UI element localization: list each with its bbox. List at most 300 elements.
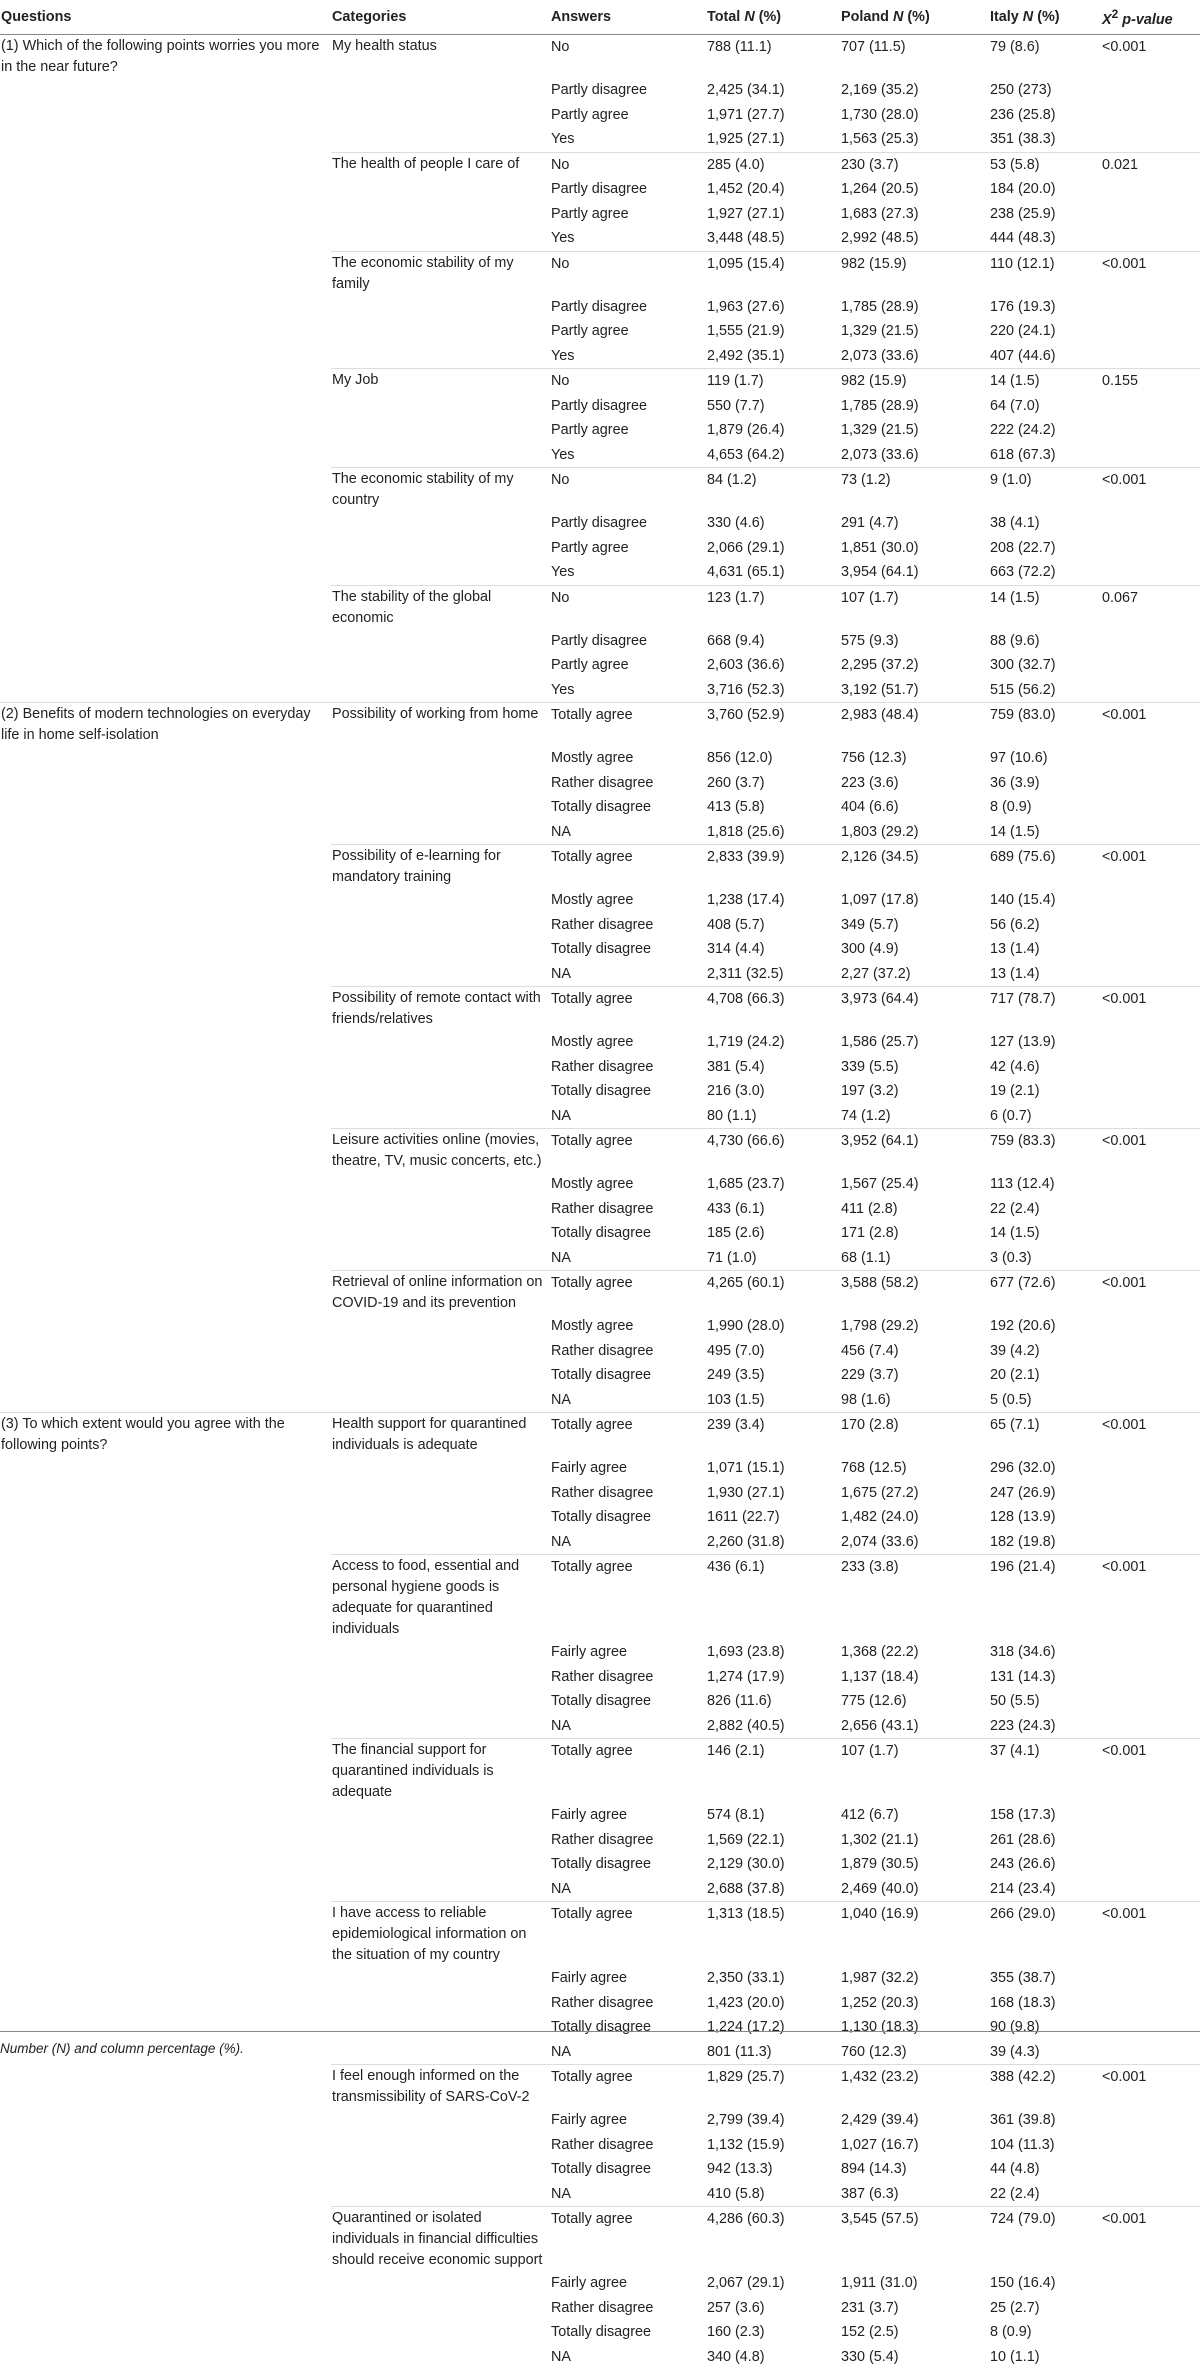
italy-cell: 208 (22.7) [989,536,1101,561]
empty-cell [0,937,331,962]
table-row [0,1456,1200,1481]
poland-cell: 1,911 (31.0) [840,2271,989,2296]
italy-cell: 192 (20.6) [989,1314,1101,1339]
table-row [0,394,1200,419]
total-cell: 550 (7.7) [706,394,840,419]
answer-cell: Rather disagree [550,1055,706,1080]
empty-cell [1101,629,1200,654]
table-row [0,1481,1200,1506]
empty-cell [0,678,331,703]
poland-cell: 982 (15.9) [840,369,989,394]
empty-cell [0,1055,331,1080]
poland-cell: 1,798 (29.2) [840,1314,989,1339]
total-cell: 1,274 (17.9) [706,1665,840,1690]
answer-cell: Partly agree [550,536,706,561]
total-cell: 123 (1.7) [706,585,840,629]
empty-cell [0,913,331,938]
answer-cell: Mostly agree [550,746,706,771]
total-cell: 314 (4.4) [706,937,840,962]
table-row [0,820,1200,845]
empty-cell [0,1339,331,1364]
empty-cell [331,2015,550,2040]
answer-cell: No [550,468,706,512]
empty-cell [0,152,331,177]
table-row [0,2015,1200,2040]
total-cell: 2,067 (29.1) [706,2271,840,2296]
table-row [0,1852,1200,1877]
empty-cell [0,1197,331,1222]
table-row [0,1079,1200,1104]
empty-cell [331,1055,550,1080]
italy-cell: 131 (14.3) [989,1665,1101,1690]
table-row [0,678,1200,703]
poland-cell: 1,329 (21.5) [840,319,989,344]
total-cell: 1,569 (22.1) [706,1828,840,1853]
total-cell: 4,286 (60.3) [706,2207,840,2272]
poland-cell: 1,987 (32.2) [840,1966,989,1991]
italy-cell: 37 (4.1) [989,1739,1101,1804]
total-cell: 574 (8.1) [706,1803,840,1828]
table-row [0,585,1200,629]
total-cell: 1,818 (25.6) [706,820,840,845]
empty-cell [1101,1172,1200,1197]
table-row [0,251,1200,295]
answer-cell: Fairly agree [550,1966,706,1991]
empty-cell [1101,1966,1200,1991]
italy-cell: 22 (2.4) [989,1197,1101,1222]
empty-cell [331,1363,550,1388]
empty-cell [331,177,550,202]
table-row [0,468,1200,512]
table-row [0,1689,1200,1714]
answer-cell: Mostly agree [550,1172,706,1197]
empty-cell [0,1852,331,1877]
table-row [0,202,1200,227]
poland-cell: 456 (7.4) [840,1339,989,1364]
pvalue-cell: 0.155 [1101,369,1200,394]
empty-cell [331,511,550,536]
empty-cell [1101,820,1200,845]
answer-cell: Partly agree [550,202,706,227]
poland-cell: 1,329 (21.5) [840,418,989,443]
empty-cell [1101,1104,1200,1129]
empty-cell [0,1172,331,1197]
answer-cell: Rather disagree [550,913,706,938]
table-row [0,2108,1200,2133]
answer-cell: Fairly agree [550,1803,706,1828]
empty-cell [0,2182,331,2207]
total-cell: 408 (5.7) [706,913,840,938]
pvalue-cell: <0.001 [1101,2065,1200,2109]
total-cell: 119 (1.7) [706,369,840,394]
italy-cell: 20 (2.1) [989,1363,1101,1388]
category-cell: Possibility of e-learning for mandatory training [331,845,550,889]
italy-cell: 150 (16.4) [989,2271,1101,2296]
empty-cell [331,962,550,987]
total-cell: 1,829 (25.7) [706,2065,840,2109]
italy-cell: 236 (25.8) [989,103,1101,128]
table-row [0,1991,1200,2016]
empty-cell [1101,202,1200,227]
poland-cell: 3,545 (57.5) [840,2207,989,2272]
answer-cell: No [550,35,706,79]
poland-cell: 107 (1.7) [840,585,989,629]
italy-cell: 724 (79.0) [989,2207,1101,2272]
header-italy: Italy N (%) [989,0,1101,35]
pvalue-cell: <0.001 [1101,1271,1200,1315]
empty-cell [331,1246,550,1271]
poland-cell: 412 (6.7) [840,1803,989,1828]
empty-cell [0,418,331,443]
poland-cell: 3,973 (64.4) [840,987,989,1031]
answer-cell: Totally agree [550,703,706,747]
pvalue-cell: <0.001 [1101,251,1200,295]
empty-cell [331,295,550,320]
empty-cell [0,746,331,771]
total-cell: 2,425 (34.1) [706,78,840,103]
answer-cell: Partly agree [550,103,706,128]
poland-cell: 2,169 (35.2) [840,78,989,103]
table-row [0,1665,1200,1690]
empty-cell [331,1828,550,1853]
empty-cell [1101,2345,1200,2369]
empty-cell [0,1877,331,1902]
table-row [0,1828,1200,1853]
pvalue-cell: 0.021 [1101,152,1200,177]
empty-cell [1101,1530,1200,1555]
empty-cell [1101,1991,1200,2016]
empty-cell [0,177,331,202]
italy-cell: 88 (9.6) [989,629,1101,654]
empty-cell [1101,319,1200,344]
empty-cell [0,1902,331,1967]
poland-cell: 404 (6.6) [840,795,989,820]
table-row [0,1129,1200,1173]
empty-cell [0,2207,331,2272]
empty-cell [0,1079,331,1104]
empty-cell [0,560,331,585]
answer-cell: Rather disagree [550,1339,706,1364]
answer-cell: Fairly agree [550,2108,706,2133]
italy-cell: 176 (19.3) [989,295,1101,320]
empty-cell [1101,295,1200,320]
italy-cell: 407 (44.6) [989,344,1101,369]
category-cell: Retrieval of online information on COVID-19 and its prevention [331,1271,550,1315]
empty-cell [1101,795,1200,820]
empty-cell [1101,1689,1200,1714]
empty-cell [1101,1197,1200,1222]
answer-cell: No [550,585,706,629]
empty-cell [0,1456,331,1481]
total-cell: 2,260 (31.8) [706,1530,840,1555]
empty-cell [0,319,331,344]
header-poland: Poland N (%) [840,0,989,35]
table-body [0,35,1200,2369]
italy-cell: 50 (5.5) [989,1689,1101,1714]
table-row [0,845,1200,889]
poland-cell: 3,588 (58.2) [840,1271,989,1315]
poland-cell: 1,675 (27.2) [840,1481,989,1506]
answer-cell: No [550,251,706,295]
italy-cell: 65 (7.1) [989,1413,1101,1457]
table-row [0,1530,1200,1555]
total-cell: 1,132 (15.9) [706,2133,840,2158]
empty-cell [0,653,331,678]
total-cell: 433 (6.1) [706,1197,840,1222]
empty-cell [1101,913,1200,938]
total-cell: 668 (9.4) [706,629,840,654]
answer-cell: Rather disagree [550,1991,706,2016]
table-row [0,103,1200,128]
empty-cell [1101,536,1200,561]
empty-cell [331,1966,550,1991]
empty-cell [0,1739,331,1804]
empty-cell [1101,1505,1200,1530]
poland-cell: 74 (1.2) [840,1104,989,1129]
italy-cell: 243 (26.6) [989,1852,1101,1877]
italy-cell: 104 (11.3) [989,2133,1101,2158]
total-cell: 856 (12.0) [706,746,840,771]
empty-cell [1101,1714,1200,1739]
answer-cell: NA [550,2040,706,2065]
total-cell: 2,799 (39.4) [706,2108,840,2133]
category-cell: Possibility of working from home [331,703,550,747]
table-row [0,771,1200,796]
table-row [0,703,1200,747]
total-cell: 1,071 (15.1) [706,1456,840,1481]
table-row [0,1739,1200,1804]
total-cell: 1,685 (23.7) [706,1172,840,1197]
table-row [0,226,1200,251]
italy-cell: 140 (15.4) [989,888,1101,913]
table-row [0,344,1200,369]
poland-cell: 1,730 (28.0) [840,103,989,128]
total-cell: 3,448 (48.5) [706,226,840,251]
italy-cell: 56 (6.2) [989,913,1101,938]
table-row [0,443,1200,468]
empty-cell [0,226,331,251]
empty-cell [0,1388,331,1413]
empty-cell [331,1388,550,1413]
table-row [0,1388,1200,1413]
empty-cell [0,1221,331,1246]
poland-cell: 1,586 (25.7) [840,1030,989,1055]
table-row [0,1555,1200,1641]
poland-cell: 330 (5.4) [840,2345,989,2369]
category-cell: My Job [331,369,550,394]
italy-cell: 214 (23.4) [989,1877,1101,1902]
italy-cell: 618 (67.3) [989,443,1101,468]
total-cell: 1,930 (27.1) [706,1481,840,1506]
total-cell: 257 (3.6) [706,2296,840,2321]
empty-cell [0,2133,331,2158]
table-row [0,795,1200,820]
total-cell: 1,693 (23.8) [706,1640,840,1665]
total-cell: 80 (1.1) [706,1104,840,1129]
table-row [0,1339,1200,1364]
italy-cell: 677 (72.6) [989,1271,1101,1315]
answer-cell: NA [550,962,706,987]
italy-cell: 222 (24.2) [989,418,1101,443]
empty-cell [331,746,550,771]
total-cell: 4,730 (66.6) [706,1129,840,1173]
empty-cell [331,629,550,654]
empty-cell [0,845,331,889]
answer-cell: Rather disagree [550,1665,706,1690]
empty-cell [1101,1803,1200,1828]
total-cell: 3,760 (52.9) [706,703,840,747]
answer-cell: Partly disagree [550,394,706,419]
total-cell: 2,882 (40.5) [706,1714,840,1739]
italy-cell: 5 (0.5) [989,1388,1101,1413]
empty-cell [0,1555,331,1641]
italy-cell: 261 (28.6) [989,1828,1101,1853]
total-cell: 160 (2.3) [706,2320,840,2345]
table-row [0,511,1200,536]
answer-cell: NA [550,1104,706,1129]
italy-cell: 759 (83.3) [989,1129,1101,1173]
empty-cell [331,1852,550,1877]
empty-cell [0,468,331,512]
total-cell: 2,066 (29.1) [706,536,840,561]
answer-cell: Yes [550,678,706,703]
empty-cell [1101,2320,1200,2345]
italy-cell: 296 (32.0) [989,1456,1101,1481]
empty-cell [331,344,550,369]
italy-cell: 64 (7.0) [989,394,1101,419]
empty-cell [1101,1388,1200,1413]
italy-cell: 127 (13.9) [989,1030,1101,1055]
empty-cell [0,536,331,561]
answer-cell: Totally disagree [550,1689,706,1714]
empty-cell [331,560,550,585]
empty-cell [331,1079,550,1104]
poland-cell: 291 (4.7) [840,511,989,536]
poland-cell: 152 (2.5) [840,2320,989,2345]
empty-cell [0,2015,331,2040]
italy-cell: 19 (2.1) [989,1079,1101,1104]
pvalue-cell: <0.001 [1101,845,1200,889]
table-row [0,1172,1200,1197]
table-row [0,1030,1200,1055]
empty-cell [1101,127,1200,152]
empty-cell [0,2345,331,2369]
empty-cell [1101,2182,1200,2207]
poland-cell: 1,851 (30.0) [840,536,989,561]
poland-cell: 2,073 (33.6) [840,344,989,369]
empty-cell [1101,1055,1200,1080]
italy-cell: 158 (17.3) [989,1803,1101,1828]
italy-cell: 355 (38.7) [989,1966,1101,1991]
table-row [0,2271,1200,2296]
answer-cell: Totally agree [550,1739,706,1804]
table-row [0,2133,1200,2158]
empty-cell [331,771,550,796]
empty-cell [331,2108,550,2133]
empty-cell [331,1030,550,1055]
total-cell: 1,555 (21.9) [706,319,840,344]
footer-rule [0,2031,1200,2032]
poland-cell: 1,264 (20.5) [840,177,989,202]
empty-cell [331,1877,550,1902]
category-cell: Health support for quarantined individuals is adequate [331,1413,550,1457]
empty-cell [331,418,550,443]
italy-cell: 6 (0.7) [989,1104,1101,1129]
empty-cell [0,1803,331,1828]
empty-cell [1101,1030,1200,1055]
empty-cell [1101,1221,1200,1246]
empty-cell [1101,2296,1200,2321]
table-row [0,937,1200,962]
empty-cell [331,1104,550,1129]
header-answers: Answers [550,0,706,35]
answer-cell: Totally agree [550,2065,706,2109]
answer-cell: Rather disagree [550,1197,706,1222]
poland-cell: 1,302 (21.1) [840,1828,989,1853]
pvalue-cell: <0.001 [1101,703,1200,747]
table-row [0,1966,1200,1991]
empty-cell [0,1505,331,1530]
answer-cell: Totally disagree [550,1852,706,1877]
empty-cell [0,1530,331,1555]
italy-cell: 44 (4.8) [989,2157,1101,2182]
poland-cell: 1,482 (24.0) [840,1505,989,1530]
empty-cell [0,2157,331,2182]
empty-cell [1101,1363,1200,1388]
answer-cell: Totally disagree [550,795,706,820]
total-cell: 1,224 (17.2) [706,2015,840,2040]
empty-cell [1101,344,1200,369]
table-row [0,1197,1200,1222]
answer-cell: Fairly agree [550,1640,706,1665]
italy-cell: 110 (12.1) [989,251,1101,295]
table-row [0,1246,1200,1271]
empty-cell [1101,78,1200,103]
poland-cell: 2,073 (33.6) [840,443,989,468]
total-cell: 4,631 (65.1) [706,560,840,585]
italy-cell: 53 (5.8) [989,152,1101,177]
poland-cell: 2,295 (37.2) [840,653,989,678]
pvalue-cell: <0.001 [1101,1555,1200,1641]
total-cell: 103 (1.5) [706,1388,840,1413]
empty-cell [331,394,550,419]
empty-cell [331,1530,550,1555]
total-cell: 1,990 (28.0) [706,1314,840,1339]
poland-cell: 768 (12.5) [840,1456,989,1481]
poland-cell: 1,567 (25.4) [840,1172,989,1197]
empty-cell [0,78,331,103]
question-cell: (2) Benefits of modern technologies on everyday life in home self-isolation [0,703,331,747]
table-row [0,2345,1200,2369]
total-cell: 381 (5.4) [706,1055,840,1080]
empty-cell [0,1363,331,1388]
answer-cell: Partly disagree [550,78,706,103]
empty-cell [0,1991,331,2016]
answer-cell: Mostly agree [550,888,706,913]
table-row [0,1055,1200,1080]
poland-cell: 3,954 (64.1) [840,560,989,585]
italy-cell: 759 (83.0) [989,703,1101,747]
poland-cell: 73 (1.2) [840,468,989,512]
empty-cell [1101,1079,1200,1104]
answer-cell: Totally disagree [550,2157,706,2182]
empty-cell [0,1689,331,1714]
total-cell: 1,879 (26.4) [706,418,840,443]
poland-cell: 2,469 (40.0) [840,1877,989,1902]
table-row [0,1221,1200,1246]
italy-cell: 90 (9.8) [989,2015,1101,2040]
table-row [0,1363,1200,1388]
